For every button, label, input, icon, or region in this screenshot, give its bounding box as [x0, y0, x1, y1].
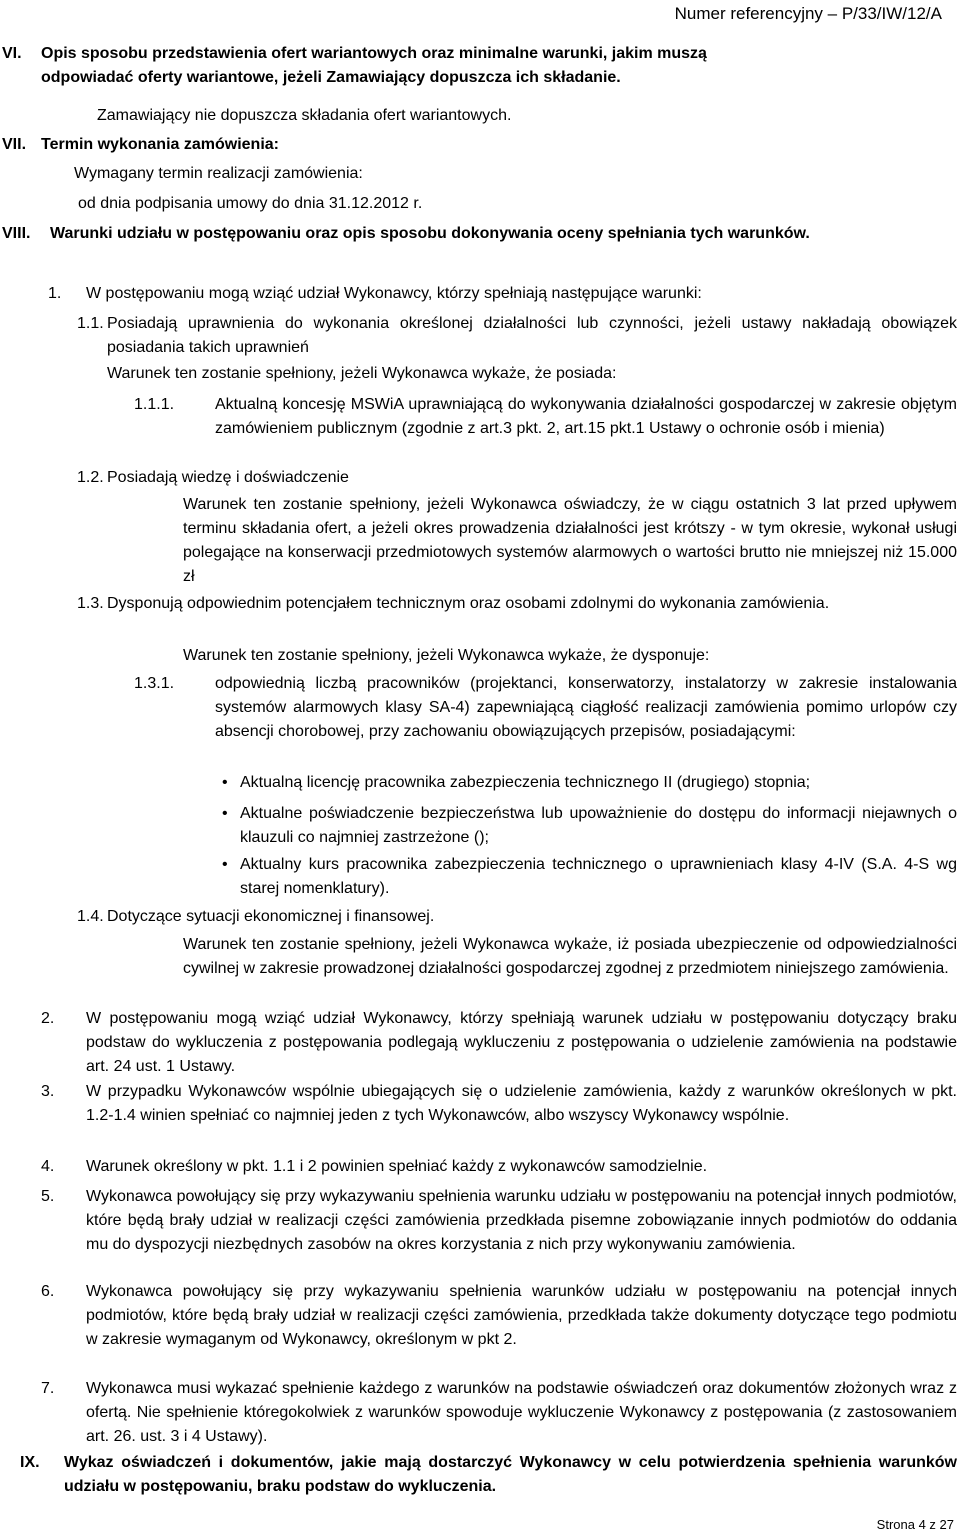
point-1-1-number: 1.1. — [77, 315, 104, 332]
point-1-3-1-text: odpowiednią liczbą pracowników (projektanci, konserwatorzy, instalatorzy w zakresie instalowania systemów alarmowych klasy SA-4) zapewniającą ciągłość realizacji zamówienia pomimo urlopów czy absencji chorobowej, przy zachowaniu obowiązujących przepisów, posiadającymi: — [215, 675, 957, 740]
section-vi-title-line2: odpowiadać oferty wariantowe, jeżeli Zamawiający dopuszcza ich składanie. — [41, 69, 621, 86]
point-1-1-1-number: 1.1.1. — [134, 396, 175, 413]
point-3-number: 3. — [41, 1083, 55, 1100]
point-1-2-text: Posiadają wiedzę i doświadczenie — [107, 469, 349, 486]
point-1-number: 1. — [48, 285, 62, 302]
point-4-text: Warunek określony w pkt. 1.1 i 2 powinien spełniać każdy z wykonawców samodzielnie. — [86, 1158, 708, 1175]
bullet-3-text: Aktualny kurs pracownika zabezpieczenia technicznego o uprawnieniach klasy 4-IV (S.A. 4-S wg starej nomenklatury). — [240, 856, 957, 897]
section-number-vii: VII. — [2, 136, 27, 153]
point-1-3-1-number: 1.3.1. — [134, 675, 175, 692]
point-2-text: W postępowaniu mogą wziąć udział Wykonawcy, którzy spełniają warunek udziału w postępowaniu dotyczący braku podstaw do wykluczenia z postępowania podlegają wykluczeniu z postępowania o udzielenie zamówienia na podstawie art. 24 ust. 1 Ustawy. — [86, 1010, 957, 1075]
point-1-text: W postępowaniu mogą wziąć udział Wykonawcy, którzy spełniają następujące warunki: — [86, 285, 702, 302]
point-6-number: 6. — [41, 1283, 55, 1300]
bullet-1: • — [222, 774, 228, 791]
point-5-number: 5. — [41, 1188, 55, 1205]
point-1-4-text: Dotyczące sytuacji ekonomicznej i finansowej. — [107, 908, 435, 925]
bullet-3: • — [222, 856, 228, 873]
point-1-3-text: Dysponują odpowiednim potencjałem technicznym oraz osobami zdolnymi do wykonania zamówienia. — [107, 595, 830, 612]
point-1-1-1-text: Aktualną koncesję MSWiA uprawniającą do wykonywania działalności gospodarczej w zakresie objętym zamówieniem publicznym (zgodnie z art.3 pkt. 2, art.15 pkt.1 Ustawy o ochronie osób i mienia) — [215, 396, 957, 437]
section-vii-line1: Wymagany termin realizacji zamówienia: — [74, 165, 363, 182]
point-1-4-condition: Warunek ten zostanie spełniony, jeżeli Wykonawca wykaże, iż posiada ubezpieczenie od odpowiedzialności cywilnej w zakresie prowadzonej działalności gospodarczej zgodnej z przedmiotem niniejszego zamówienia. — [183, 936, 957, 977]
bullet-2: • — [222, 805, 228, 822]
bullet-2-text: Aktualne poświadczenie bezpieczeństwa lub upoważnienie do dostępu do informacji niejawnych o klauzuli co najmniej zastrzeżone (); — [240, 805, 957, 846]
point-1-3-number: 1.3. — [77, 595, 104, 612]
point-2-number: 2. — [41, 1010, 55, 1027]
section-number-ix: IX. — [20, 1454, 40, 1471]
section-number-viii: VIII. — [2, 225, 31, 242]
point-3-text: W przypadku Wykonawców wspólnie ubiegających się o udzielenie zamówienia, każdy z warunków określonych w pkt. 1.2-1.4 winien spełniać co najmniej jeden z tych Wykonawców, albo wszyscy Wykonawcy wspólnie. — [86, 1083, 957, 1124]
reference-number: Numer referencyjny – P/33/IW/12/A — [674, 4, 942, 23]
point-1-2-number: 1.2. — [77, 469, 104, 486]
point-7-number: 7. — [41, 1380, 55, 1397]
section-viii-title: Warunki udziału w postępowaniu oraz opis sposobu dokonywania oceny spełniania tych warunków. — [50, 225, 810, 242]
point-1-1-condition: Warunek ten zostanie spełniony, jeżeli Wykonawca wykaże, że posiada: — [107, 365, 617, 382]
section-ix-title: Wykaz oświadczeń i dokumentów, jakie mają dostarczyć Wykonawcy w celu potwierdzenia spełnienia warunków udziału w postępowaniu, braku podstaw do wykluczenia. — [64, 1454, 957, 1495]
section-vii-title: Termin wykonania zamówienia: — [41, 136, 279, 153]
point-1-2-condition: Warunek ten zostanie spełniony, jeżeli Wykonawca oświadczy, że w ciągu ostatnich 3 lat przed upływem terminu składania ofert, a jeżeli okres prowadzenia działalności jest krótszy - w tym okresie, wykonał usługi polegające na konserwacji przedmiotowych systemów alarmowych o wartości brutto nie mniejszej niż 15.000 zł — [183, 496, 957, 585]
point-1-1-text: Posiadają uprawnienia do wykonania określonej działalności lub czynności, jeżeli ustawy nakładają obowiązek posiadania takich uprawnień — [107, 315, 957, 356]
point-1-4-number: 1.4. — [77, 908, 104, 925]
point-1-3-condition: Warunek ten zostanie spełniony, jeżeli Wykonawca wykaże, że dysponuje: — [183, 647, 710, 664]
section-vi-title-line1: Opis sposobu przedstawienia ofert wariantowych oraz minimalne warunki, jakim muszą — [41, 45, 707, 62]
point-6-text: Wykonawca powołujący się przy wykazywaniu spełnienia warunków udziału w postępowaniu na potencjał innych podmiotów, które będą brały udział w realizacji części zamówienia, przedkłada także dokumenty dotyczące tego podmiotu w zakresie wymaganym od Wykonawcy, określonym w pkt 2. — [86, 1283, 957, 1348]
page-number: Strona 4 z 27 — [876, 1517, 954, 1532]
point-7-text: Wykonawca musi wykazać spełnienie każdego z warunków na podstawie oświadczeń oraz dokumentów złożonych wraz z ofertą. Nie spełnienie któregokolwiek z warunków spowoduje wykluczenie Wykonawcy z postępowania (z zastosowaniem art. 26. ust. 3 i 4 Ustawy). — [86, 1380, 957, 1445]
point-4-number: 4. — [41, 1158, 55, 1175]
section-vi-body: Zamawiający nie dopuszcza składania ofert wariantowych. — [97, 107, 512, 124]
section-number-vi: VI. — [2, 45, 22, 62]
section-vii-line2: od dnia podpisania umowy do dnia 31.12.2012 r. — [78, 195, 423, 212]
point-5-text: Wykonawca powołujący się przy wykazywaniu spełnienia warunku udziału w postępowaniu na potencjał innych podmiotów, które będą brały udział w realizacji części zamówienia przedkłada pisemne zobowiązanie innych podmiotów do oddania mu do dyspozycji niezbędnych zasobów na okres korzystania z nich przy wykonywaniu zamówienia. — [86, 1188, 957, 1253]
bullet-1-text: Aktualną licencję pracownika zabezpieczenia technicznego II (drugiego) stopnia; — [240, 774, 811, 791]
